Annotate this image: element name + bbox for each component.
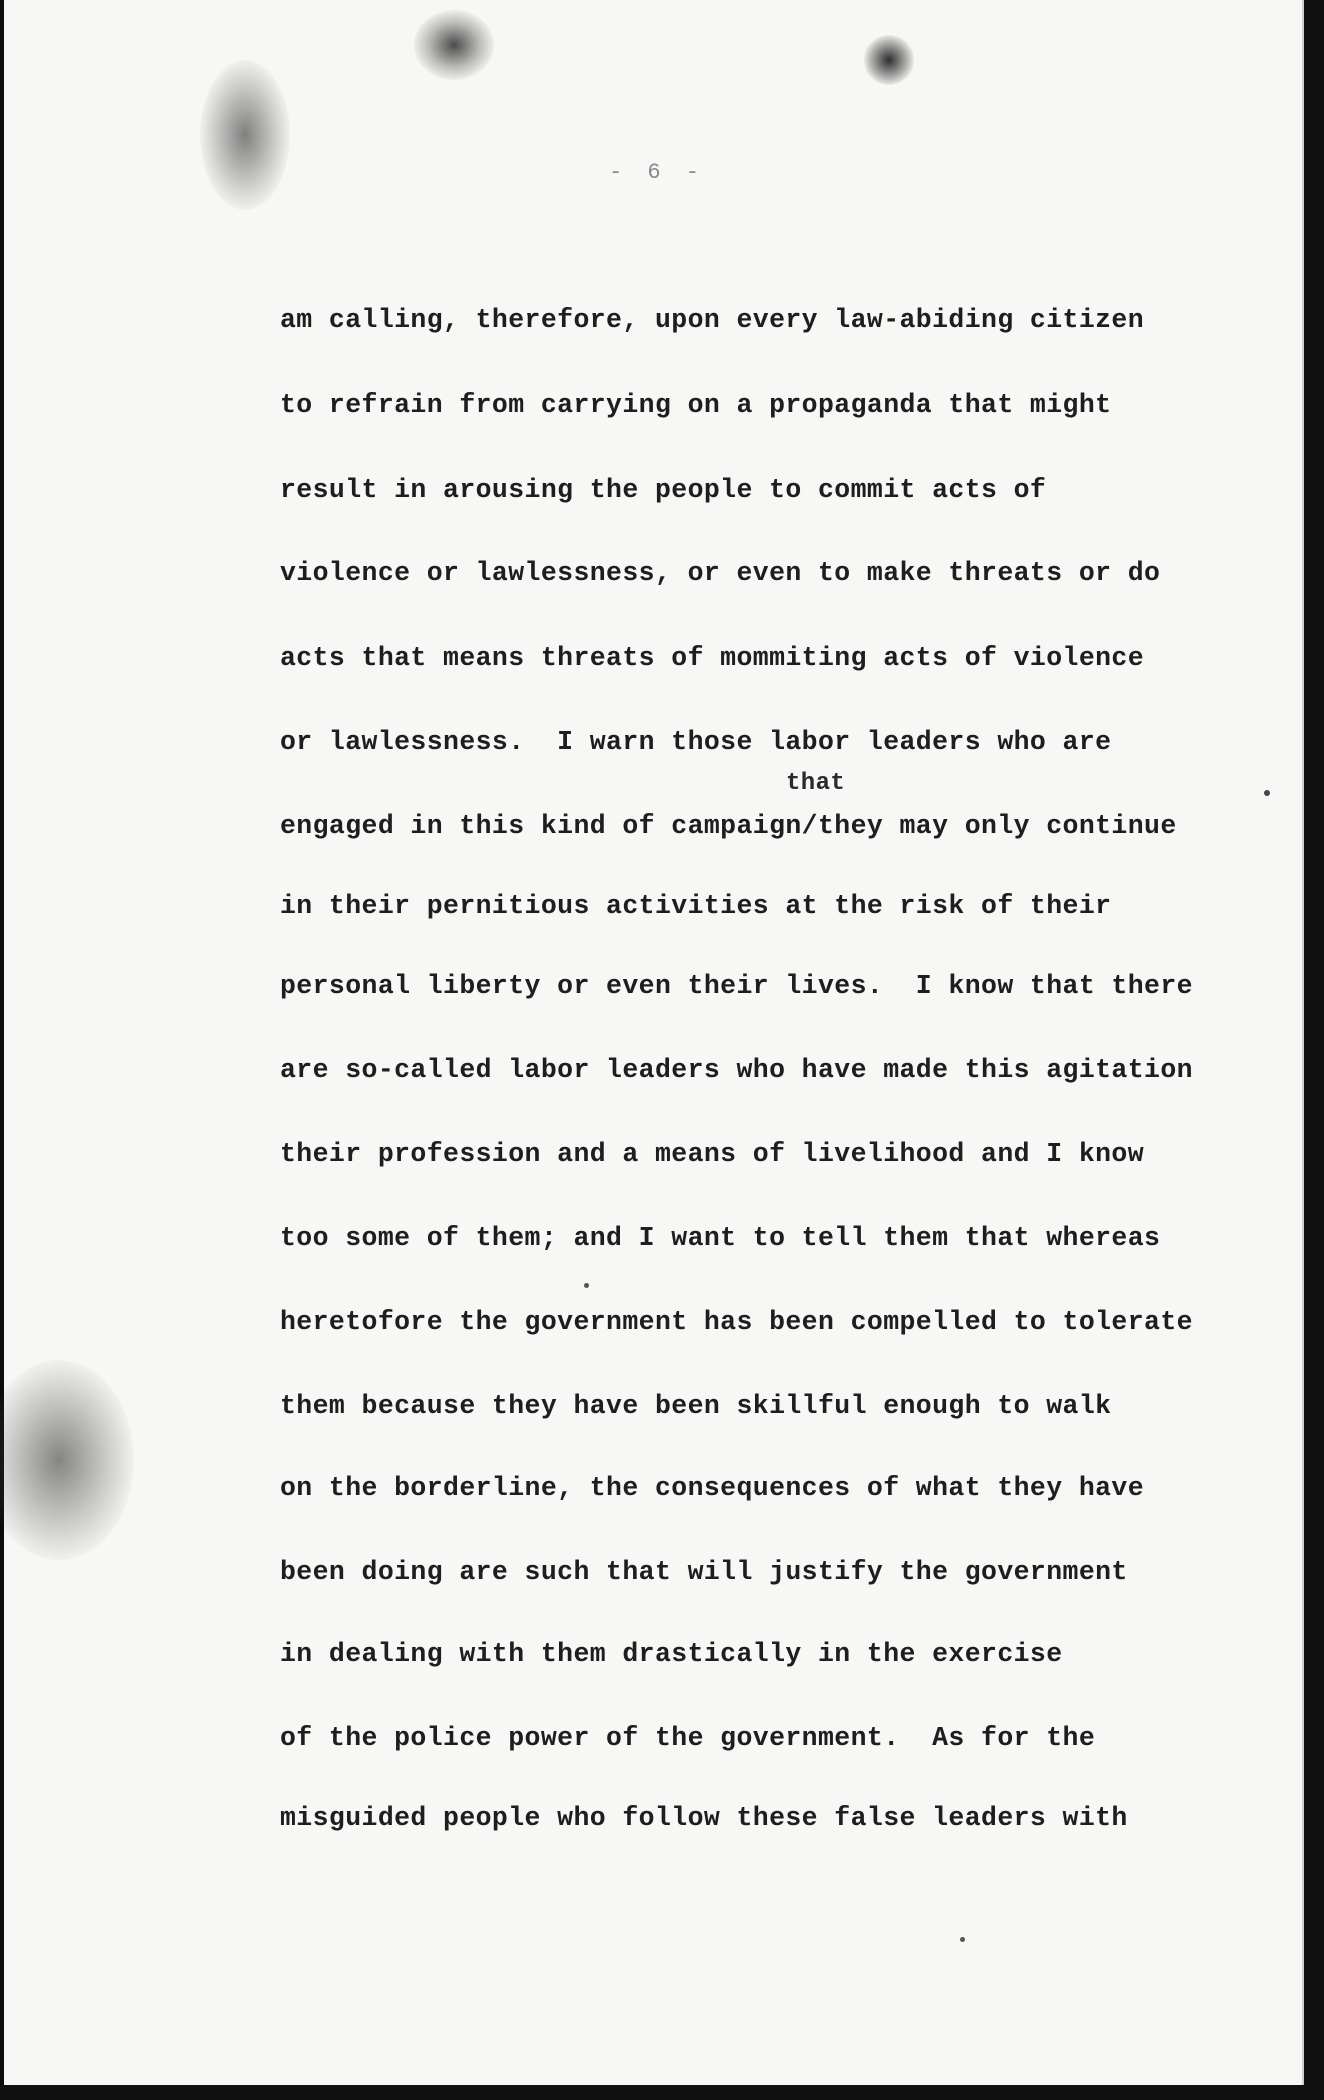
- text-line: to refrain from carrying on a propaganda that might: [280, 390, 1112, 420]
- interlinear-insertion: that: [786, 770, 846, 797]
- text-line: engaged in this kind of campaign/they may only continue: [280, 811, 1177, 841]
- ink-smudge-left-middle: [0, 1360, 134, 1560]
- text-line: them because they have been skillful enough to walk: [280, 1391, 1112, 1421]
- ink-smudge-top-right: [864, 35, 914, 85]
- typed-body: [280, 300, 1280, 1833]
- text-line: or lawlessness. I warn those labor leaders who are: [280, 727, 1112, 757]
- text-line: too some of them; and I want to tell them that whereas: [280, 1223, 1161, 1253]
- text-line: acts that means threats of mommiting acts of violence: [280, 643, 1145, 673]
- scan-border-right: [1304, 0, 1324, 2100]
- text-line: of the police power of the government. As for the: [280, 1723, 1096, 1753]
- ink-smudge-top-left: [200, 60, 290, 210]
- text-line: misguided people who follow these false leaders with: [280, 1803, 1128, 1833]
- text-line: heretofore the government has been compelled to tolerate: [280, 1307, 1193, 1337]
- scan-border-bottom: [0, 2085, 1324, 2100]
- page-number: - 6 -: [609, 160, 706, 185]
- text-line: in their pernitious activities at the risk of their: [280, 891, 1112, 921]
- ink-speck: [960, 1937, 965, 1942]
- ink-smudge-top-center: [414, 10, 494, 80]
- document-page: [4, 0, 1304, 2085]
- text-line: are so-called labor leaders who have made this agitation: [280, 1055, 1193, 1085]
- text-line: personal liberty or even their lives. I know that there: [280, 971, 1193, 1001]
- text-line: am calling, therefore, upon every law-abiding citizen: [280, 305, 1145, 335]
- text-line: violence or lawlessness, or even to make threats or do: [280, 558, 1161, 588]
- text-line: on the borderline, the consequences of what they have: [280, 1473, 1145, 1503]
- text-line: been doing are such that will justify the government: [280, 1557, 1128, 1587]
- text-line: result in arousing the people to commit acts of: [280, 475, 1047, 505]
- text-line: their profession and a means of livelihood and I know: [280, 1139, 1145, 1169]
- ink-speck: [584, 1283, 589, 1288]
- text-line: in dealing with them drastically in the exercise: [280, 1639, 1063, 1669]
